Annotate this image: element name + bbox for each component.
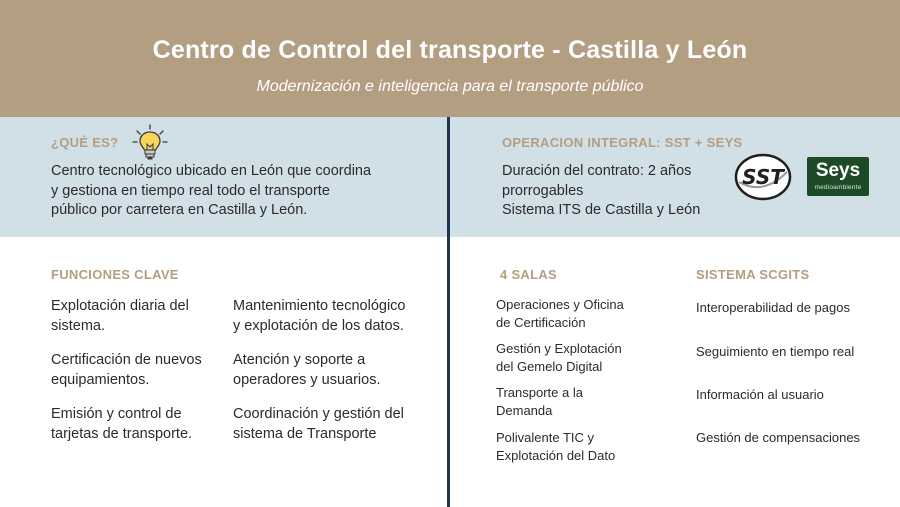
funcion-item bbox=[233, 297, 406, 336]
funcion-item bbox=[51, 297, 189, 336]
sala-item bbox=[496, 340, 622, 375]
seys-logo bbox=[807, 157, 869, 196]
operacion-text bbox=[502, 162, 700, 221]
funcion-item bbox=[51, 405, 192, 444]
column-divider bbox=[447, 117, 450, 507]
page-title: Centro de Control del transporte - Castilla y León bbox=[152, 36, 748, 64]
funciones-label: FUNCIONES CLAVE bbox=[51, 267, 179, 282]
sala-item bbox=[496, 384, 583, 419]
operacion-label: OPERACION INTEGRAL: SST + SEYS bbox=[502, 135, 743, 150]
scgits-item: Interoperabilidad de pagos bbox=[696, 300, 850, 315]
seys-logo-name: Seys bbox=[815, 160, 861, 181]
funcion-line: Atención y soporte a bbox=[233, 352, 366, 368]
funcion-line: Emisión y control de bbox=[51, 406, 182, 422]
sala-line: de Certificación bbox=[496, 314, 586, 330]
funcion-line: sistema de Transporte bbox=[233, 425, 377, 442]
sala-line: Gestión y Explotación bbox=[496, 341, 622, 356]
que-es-line: Centro tecnológico ubicado en León que coordina bbox=[51, 163, 372, 179]
funcion-line: Explotación diaria del bbox=[51, 298, 189, 314]
funcion-item bbox=[51, 351, 202, 390]
funcion-line: equipamientos. bbox=[51, 371, 150, 388]
sst-logo-text: SST bbox=[742, 165, 784, 189]
que-es-text bbox=[51, 162, 371, 221]
salas-label: 4 SALAS bbox=[500, 267, 558, 282]
sst-logo bbox=[733, 152, 793, 202]
que-es-line: público por carretera en Castilla y León. bbox=[51, 202, 308, 218]
funcion-line: operadores y usuarios. bbox=[233, 371, 381, 388]
funcion-item bbox=[233, 351, 381, 390]
funcion-item bbox=[233, 405, 404, 444]
sala-line: Transporte a la bbox=[496, 385, 583, 400]
sala-line: Demanda bbox=[496, 402, 553, 418]
lightbulb-icon bbox=[131, 123, 169, 163]
funcion-line: Certificación de nuevos bbox=[51, 352, 202, 368]
operacion-line: Duración del contrato: 2 años bbox=[502, 163, 692, 179]
sala-line: del Gemelo Digital bbox=[496, 358, 603, 374]
seys-logo-sub: medioambiente bbox=[814, 184, 862, 191]
funcion-line: Coordinación y gestión del bbox=[233, 406, 404, 422]
funcion-line: tarjetas de transporte. bbox=[51, 425, 193, 442]
sala-item bbox=[496, 296, 624, 331]
que-es-line: y gestiona en tiempo real todo el transporte bbox=[51, 182, 330, 199]
scgits-item: Información al usuario bbox=[696, 387, 824, 402]
funcion-line: y explotación de los datos. bbox=[233, 317, 404, 334]
que-es-label: ¿QUÉ ES? bbox=[51, 135, 119, 150]
scgits-label: SISTEMA SCGITS bbox=[696, 267, 810, 282]
sala-line: Polivalente TIC y bbox=[496, 430, 595, 445]
scgits-item: Gestión de compensaciones bbox=[696, 430, 861, 445]
operacion-line: prorrogables bbox=[502, 182, 584, 199]
page-subtitle: Modernización e inteligencia para el transporte público bbox=[256, 78, 644, 95]
sala-line: Explotación del Dato bbox=[496, 447, 616, 463]
operacion-line: Sistema ITS de Castilla y León bbox=[502, 202, 701, 218]
sala-item bbox=[496, 429, 615, 464]
funcion-line: Mantenimiento tecnológico bbox=[233, 298, 406, 314]
funcion-line: sistema. bbox=[51, 317, 105, 334]
sala-line: Operaciones y Oficina bbox=[496, 297, 624, 312]
scgits-item: Seguimiento en tiempo real bbox=[696, 344, 855, 359]
